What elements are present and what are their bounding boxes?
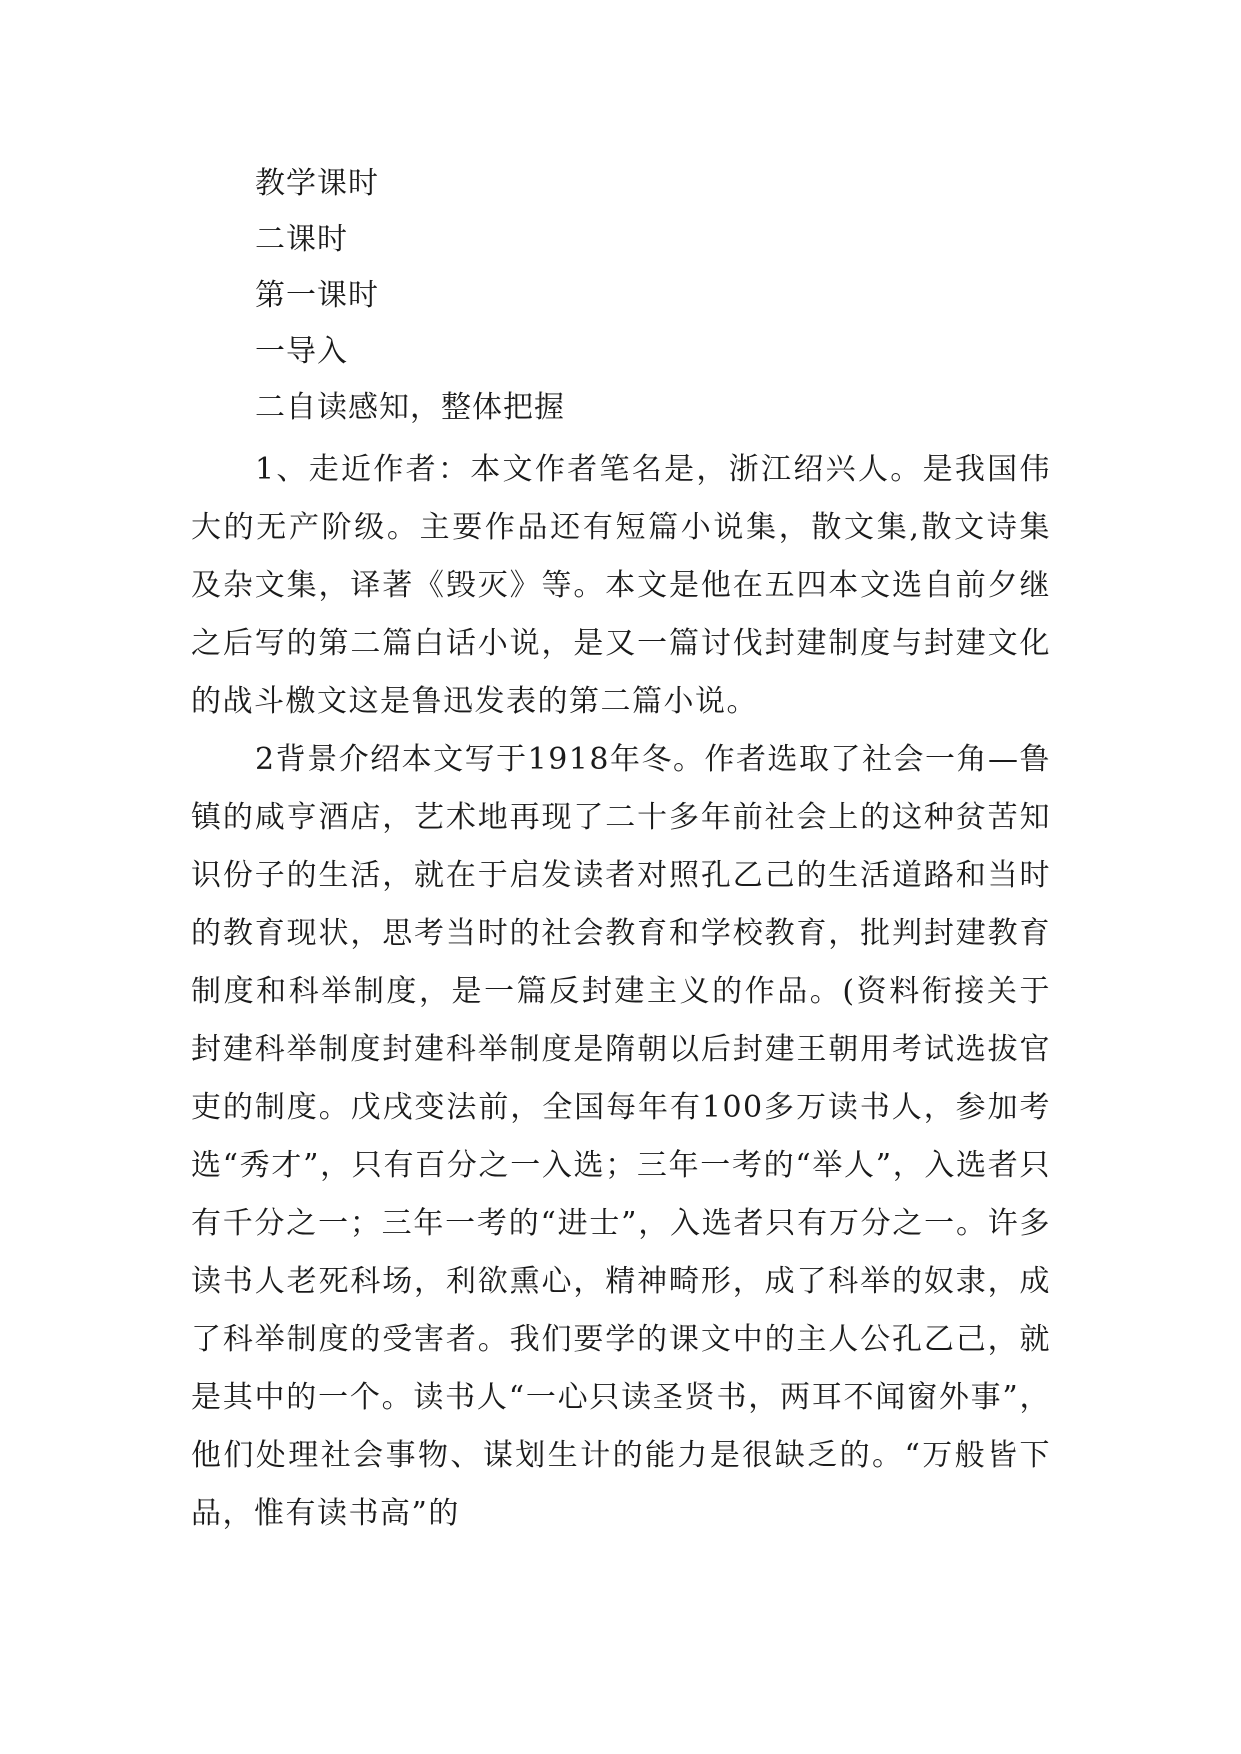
line-two-hours: 二课时 <box>255 222 348 257</box>
heading-teaching-hours: 教学课时 <box>255 166 379 201</box>
paragraph-background: 2背景介绍本文写于1918年冬。作者选取了社会一角—鲁镇的咸亨酒店，艺术地再现了二十多年前社会上的这种贫苦知识份子的生活，就在于启发读者对照孔乙己的生活道路和当时的教育现状，思考当时的社会教育和学校教育，批判封建教育制度和科举制度，是一篇反封建主义的作品。(资料衔接关于封建科举制度封建科举制度是隋朝以后封建王朝用考试选拔官吏的制度。戊戌变法前，全国每年有100多万读书人，参加考选“秀才”，只有百分之一入选；三年一考的“举人”，入选者只有千分之一；三年一考的“进士”，入选者只有万分之一。许多读书人老死科场，利欲熏心，精神畸形，成了科举的奴隶，成了科举制度的受害者。我们要学的课文中的主人公孔乙己，就是其中的一个。读书人“一心只读圣贤书，两耳不闻窗外事”，他们处理社会事物、谋划生计的能力是很缺乏的。“万般皆下品，惟有读书高”的 <box>191 742 1051 1531</box>
line-introduction: 一导入 <box>255 334 348 369</box>
line-first-hour: 第一课时 <box>255 278 379 313</box>
line-self-reading: 二自读感知，整体把握 <box>255 390 565 425</box>
paragraph-author: 1、走近作者：本文作者笔名是，浙江绍兴人。是我国伟大的无产阶级。主要作品还有短篇小说集，散文集,散文诗集及杂文集，译著《毁灭》等。本文是他在五四本文选自前夕继之后写的第二篇白话小说，是又一篇讨伐封建制度与封建文化的战斗檄文这是鲁迅发表的第二篇小说。 <box>191 452 1051 719</box>
